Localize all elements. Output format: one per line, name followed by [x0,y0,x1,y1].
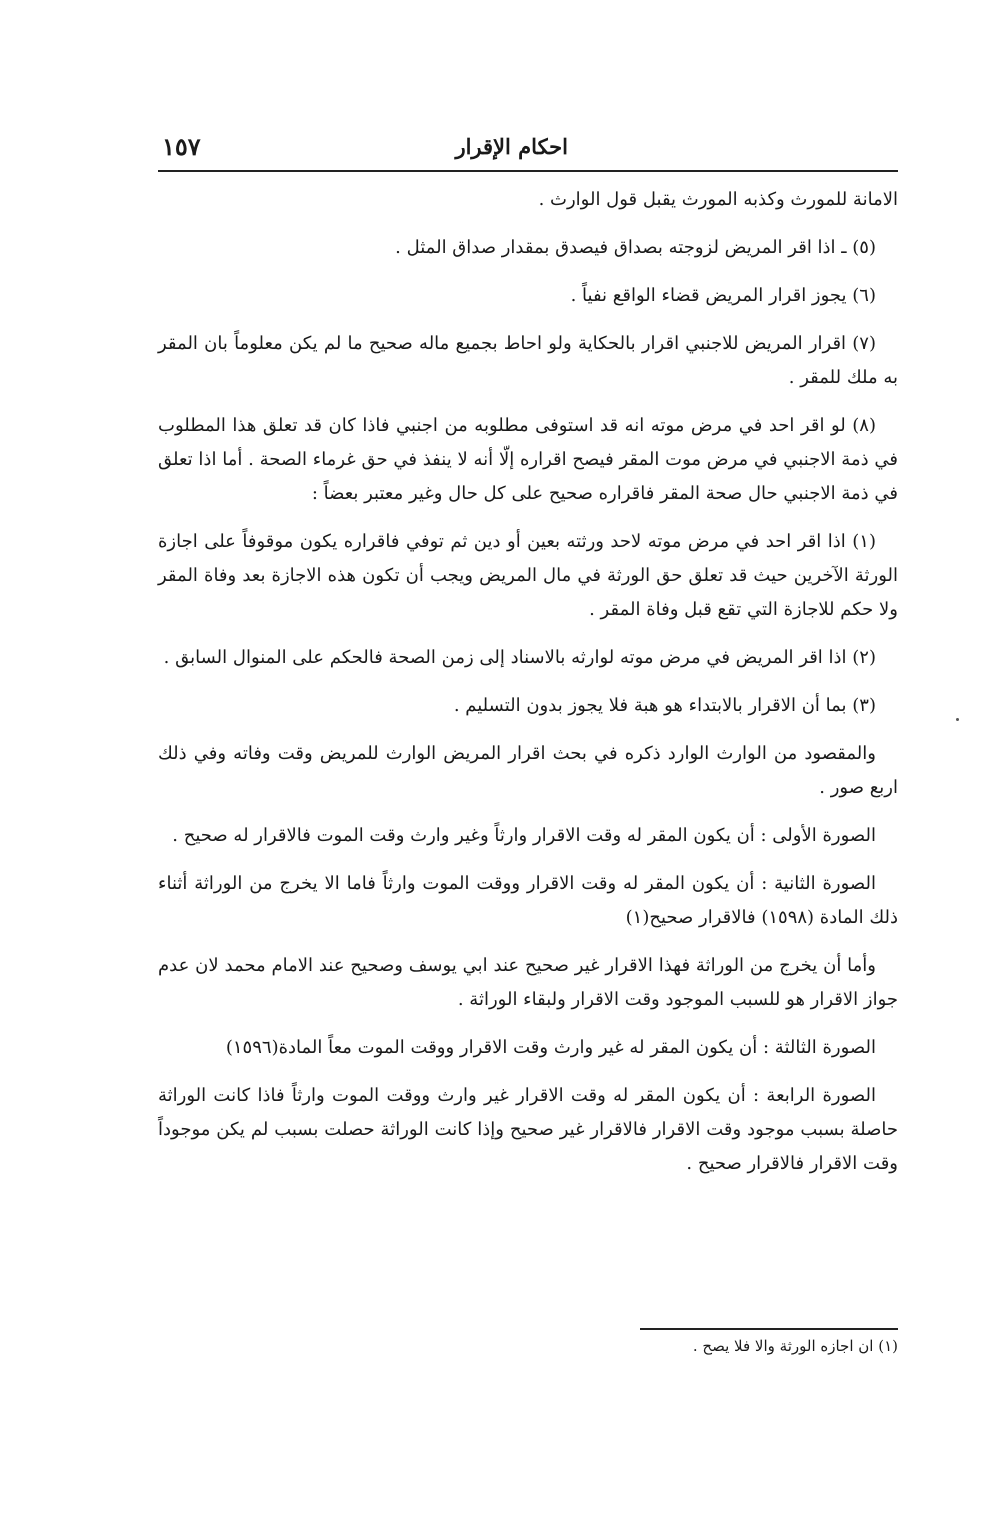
paragraph: (٢) اذا اقر المريض في مرض موته لوارثه بالاسناد إلى زمن الصحة فالحكم على المنوال السابق . [163,647,876,668]
footnote: (١) ان اجازه الورثة والا فلا يصح . [692,1337,898,1355]
paragraph: (٨) لو اقر احد في مرض موته انه قد استوفى مطلوبه من اجنبي فاذا كان قد تعلق هذا المطلوب في ذمة الاجنبي في مرض موت المقر فيصح اقراره إلّا أنه لا ينفذ في حق غرماء الصحة . أما اذا تعلق في ذمة الاجنبي حال صحة المقر فاقراره صحيح على كل حال وغير معتبر بعضاً : [158,415,898,504]
running-header [158,130,898,170]
paragraph: وأما أن يخرج من الوراثة فهذا الاقرار غير صحيح عند ابي يوسف وصحيح عند الامام محمد لان عدم جواز الاقرار هو للسبب الموجود وقت الاقرار ولبقاء الوراثة . [158,955,898,1010]
paragraph: الصورة الثانية : أن يكون المقر له وقت الاقرار ووقت الموت وارثاً فاما الا يخرج من الوراثة أثناء ذلك المادة (١٥٩٨) فالاقرار صحيح(١) [158,873,898,928]
paragraph: الصورة الثالثة : أن يكون المقر له غير وارث وقت الاقرار ووقت الموت معاً المادة(١٥٩٦) [225,1037,876,1058]
body-text [158,183,898,1195]
paragraph: والمقصود من الوارث الوارد ذكره في بحث اقرار المريض الوارث للمريض وقت وفاته وفي ذلك اربع صور . [158,743,898,798]
paragraph: (٥) ـ اذا اقر المريض لزوجته بصداق فيصدق بمقدار صداق المثل . [395,237,876,258]
paragraph: (٦) يجوز اقرار المريض قضاء الواقع نفياً . [570,285,876,306]
header-title: احكام الإقرار [455,134,568,159]
paragraph: الصورة الأولى : أن يكون المقر له وقت الاقرار وارثاً وغير وارث وقت الموت فالاقرار له صحيح . [172,825,876,846]
paragraph: الصورة الرابعة : أن يكون المقر له وقت الاقرار غير وارث ووقت الموت وارثاً فاذا كانت الوراثة حاصلة بسبب موجود وقت الاقرار فالاقرار غير صحيح وإذا كانت الوراثة حصلت بسبب لم يكن موجوداً وقت الاقرار فالاقرار صحيح . [158,1085,898,1174]
paragraph: (٣) بما أن الاقرار بالابتداء هو هبة فلا يجوز بدون التسليم . [453,695,876,716]
page-number: ١٥٧ [162,132,201,161]
paragraph: (٧) اقرار المريض للاجنبي اقرار بالحكاية ولو احاط بجميع ماله صحيح ما لم يكن معلوماً بان المقر به ملك للمقر . [158,333,898,388]
footnote-rule [640,1328,898,1330]
paragraph: الامانة للمورث وكذبه المورث يقبل قول الوارث . [538,189,898,210]
scan-speck [956,718,959,721]
paragraph: (١) اذا اقر احد في مرض موته لاحد ورثته بعين أو دين ثم توفي فاقراره يكون موقوفاً على اجازة الورثة الآخرين حيث قد تعلق حق الورثة في مال المريض ويجب أن تكون هذه الاجازة بعد وفاة المقر ولا حكم للاجازة التي تقع قبل وفاة المقر . [158,531,898,620]
header-rule [158,170,898,172]
